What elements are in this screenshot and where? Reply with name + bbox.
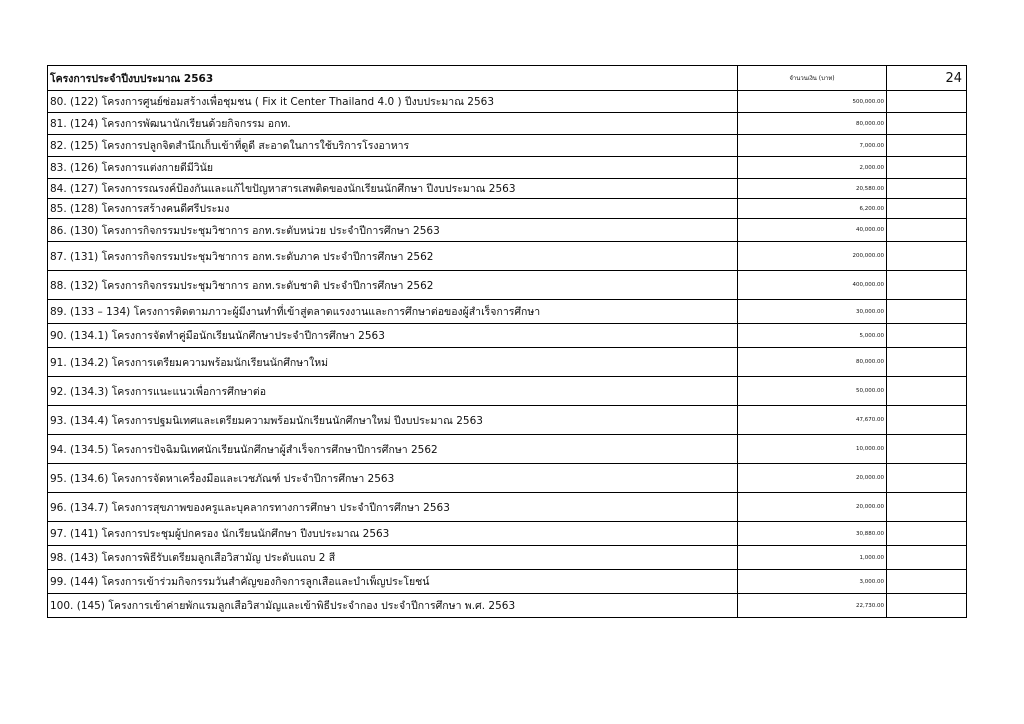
table-row: [48, 377, 967, 406]
project-label: 90. (134.1) โครงการจัดทำคู่มือนักเรียนนักศึกษาประจำปีการศึกษา 2563: [48, 324, 738, 348]
project-amount: 10,000.00: [738, 435, 887, 464]
empty-cell: [887, 179, 967, 199]
project-amount: 47,670.00: [738, 406, 887, 435]
empty-cell: [887, 546, 967, 570]
project-label: 95. (134.6) โครงการจัดหาเครื่องมือและเวชภัณฑ์ ประจำปีการศึกษา 2563: [48, 464, 738, 493]
project-label: 96. (134.7) โครงการสุขภาพของครูและบุคลากรทางการศึกษา ประจำปีการศึกษา 2563: [48, 493, 738, 522]
project-amount: 2,000.00: [738, 157, 887, 179]
page-number: 24: [887, 66, 967, 91]
project-amount: 7,000.00: [738, 135, 887, 157]
table-row: [48, 348, 967, 377]
empty-cell: [887, 377, 967, 406]
project-amount: 40,000.00: [738, 219, 887, 242]
empty-cell: [887, 570, 967, 594]
empty-cell: [887, 91, 967, 113]
project-amount: 30,000.00: [738, 300, 887, 324]
table-row: [48, 271, 967, 300]
empty-cell: [887, 522, 967, 546]
project-amount: 3,000.00: [738, 570, 887, 594]
project-label: 85. (128) โครงการสร้างคนดีศรีประมง: [48, 199, 738, 219]
project-label: 93. (134.4) โครงการปฐมนิเทศและเตรียมความพร้อมนักเรียนนักศึกษาใหม่ ปีงบประมาณ 2563: [48, 406, 738, 435]
table-row: [48, 219, 967, 242]
project-amount: 5,000.00: [738, 324, 887, 348]
amount-column-header: จำนวนเงิน (บาท): [738, 66, 887, 91]
table-row: [48, 435, 967, 464]
project-amount: 50,000.00: [738, 377, 887, 406]
project-label: 84. (127) โครงการรณรงค์ป้องกันและแก้ไขปัญหาสารเสพติดของนักเรียนนักศึกษา ปีงบประมาณ 2563: [48, 179, 738, 199]
project-label: 82. (125) โครงการปลูกจิตสำนึกเก็บเข้าที่ดูดี สะอาดในการใช้บริการโรงอาหาร: [48, 135, 738, 157]
empty-cell: [887, 242, 967, 271]
table-row: [48, 324, 967, 348]
project-amount: 20,000.00: [738, 464, 887, 493]
table-header-row: [48, 66, 967, 91]
project-label: 92. (134.3) โครงการแนะแนวเพื่อการศึกษาต่อ: [48, 377, 738, 406]
project-label: 91. (134.2) โครงการเตรียมความพร้อมนักเรียนนักศึกษาใหม่: [48, 348, 738, 377]
empty-cell: [887, 464, 967, 493]
budget-sheet: [47, 65, 966, 640]
project-amount: 200,000.00: [738, 242, 887, 271]
table-row: [48, 406, 967, 435]
project-label: 99. (144) โครงการเข้าร่วมกิจกรรมวันสำคัญของกิจการลูกเสือและบำเพ็ญประโยชน์: [48, 570, 738, 594]
empty-cell: [887, 219, 967, 242]
table-row: [48, 113, 967, 135]
empty-cell: [887, 406, 967, 435]
table-row: [48, 522, 967, 546]
project-amount: 400,000.00: [738, 271, 887, 300]
empty-cell: [887, 135, 967, 157]
empty-cell: [887, 300, 967, 324]
empty-cell: [887, 493, 967, 522]
project-label: 87. (131) โครงการกิจกรรมประชุมวิชาการ อกท.ระดับภาค ประจำปีการศึกษา 2562: [48, 242, 738, 271]
table-row: [48, 493, 967, 522]
table-title: โครงการประจำปีงบประมาณ 2563: [48, 66, 738, 91]
table-row: [48, 242, 967, 271]
project-label: 100. (145) โครงการเข้าค่ายพักแรมลูกเสือวิสามัญและเข้าพิธีประจำกอง ประจำปีการศึกษา พ.ศ. 2563: [48, 594, 738, 618]
project-label: 81. (124) โครงการพัฒนานักเรียนด้วยกิจกรรม อกท.: [48, 113, 738, 135]
table-row: [48, 300, 967, 324]
project-label: 94. (134.5) โครงการปัจฉิมนิเทศนักเรียนนักศึกษาผู้สำเร็จการศึกษาปีการศึกษา 2562: [48, 435, 738, 464]
project-amount: 1,000.00: [738, 546, 887, 570]
project-label: 97. (141) โครงการประชุมผู้ปกครอง นักเรียนนักศึกษา ปีงบประมาณ 2563: [48, 522, 738, 546]
project-amount: 500,000.00: [738, 91, 887, 113]
table-row: [48, 91, 967, 113]
empty-cell: [887, 271, 967, 300]
project-label: 83. (126) โครงการแต่งกายดีมีวินัย: [48, 157, 738, 179]
project-amount: 80,000.00: [738, 113, 887, 135]
table-row: [48, 464, 967, 493]
empty-cell: [887, 348, 967, 377]
project-amount: 6,200.00: [738, 199, 887, 219]
project-label: 88. (132) โครงการกิจกรรมประชุมวิชาการ อกท.ระดับชาติ ประจำปีการศึกษา 2562: [48, 271, 738, 300]
project-amount: 30,880.00: [738, 522, 887, 546]
empty-cell: [887, 157, 967, 179]
table-row: [48, 135, 967, 157]
table-row: [48, 179, 967, 199]
project-label: 98. (143) โครงการพิธีรับเตรียมลูกเสือวิสามัญ ประดับแถบ 2 สี: [48, 546, 738, 570]
table-row: [48, 199, 967, 219]
project-amount: 80,000.00: [738, 348, 887, 377]
table-row: [48, 594, 967, 618]
empty-cell: [887, 435, 967, 464]
project-amount: 20,000.00: [738, 493, 887, 522]
table-row: [48, 570, 967, 594]
project-amount: 22,730.00: [738, 594, 887, 618]
project-label: 89. (133 – 134) โครงการติดตามภาวะผู้มีงานทำที่เข้าสู่ตลาดแรงงานและการศึกษาต่อของผู้สำเร็จการศึกษา: [48, 300, 738, 324]
project-amount: 20,580.00: [738, 179, 887, 199]
project-label: 80. (122) โครงการศูนย์ซ่อมสร้างเพื่อชุมชน ( Fix it Center Thailand 4.0 ) ปีงบประมาณ 2563: [48, 91, 738, 113]
project-label: 86. (130) โครงการกิจกรรมประชุมวิชาการ อกท.ระดับหน่วย ประจำปีการศึกษา 2563: [48, 219, 738, 242]
empty-cell: [887, 199, 967, 219]
table-row: [48, 546, 967, 570]
empty-cell: [887, 594, 967, 618]
table-row: [48, 157, 967, 179]
empty-cell: [887, 324, 967, 348]
budget-table: [47, 65, 967, 618]
empty-cell: [887, 113, 967, 135]
